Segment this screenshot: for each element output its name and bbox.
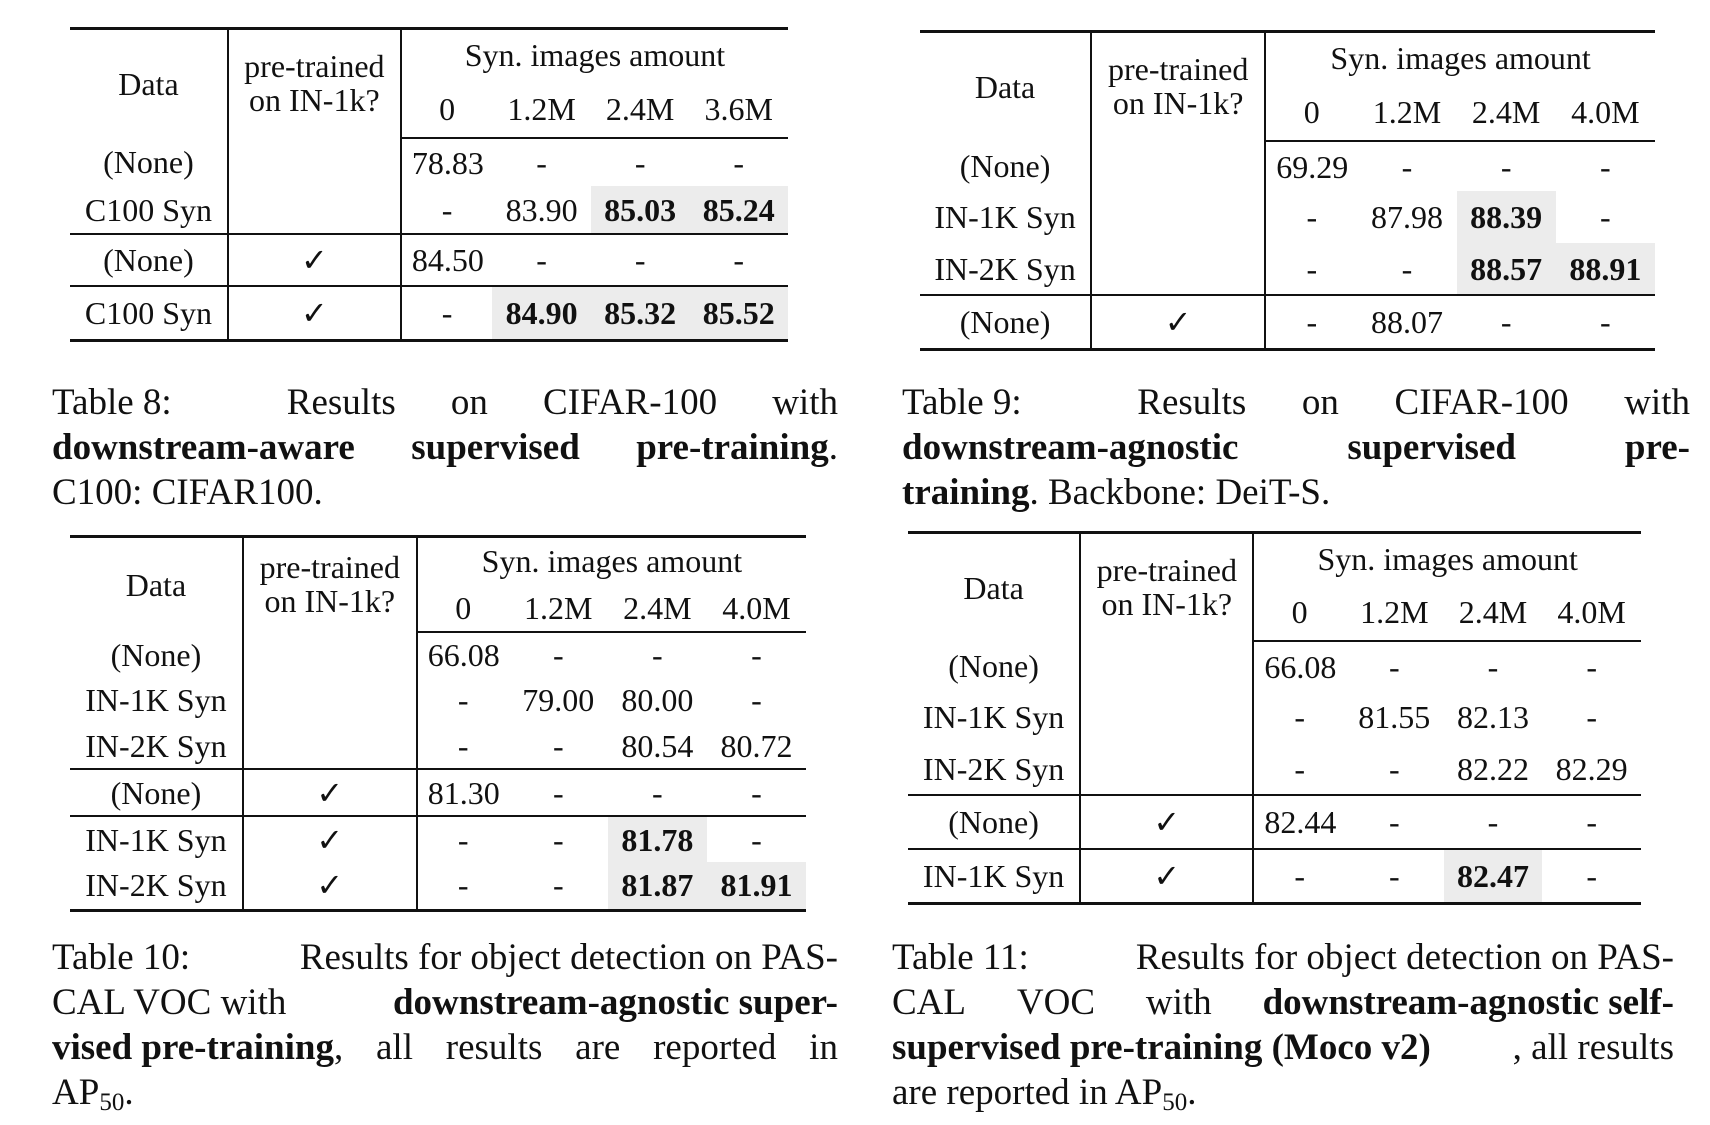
table-cell: 88.57: [1457, 243, 1556, 295]
table-cell: 88.39: [1457, 191, 1556, 243]
table-cell: -: [492, 234, 591, 286]
table-row: [908, 641, 1641, 691]
table-cell: -: [1345, 795, 1444, 849]
table-9-col-header: 0: [1265, 83, 1357, 141]
table-row: [70, 862, 806, 910]
table-cell: 81.91: [707, 862, 806, 910]
table-cell: 82.29: [1555, 750, 1628, 787]
table-cell: ✓: [243, 816, 417, 862]
table-cell: -: [509, 862, 608, 910]
table-cell: (None): [920, 295, 1091, 349]
table-cell: -: [536, 144, 547, 181]
table-cell: -: [1265, 295, 1357, 349]
table-cell: -: [634, 144, 646, 181]
table-8-header-pretrained: pre-trained on IN-1k?: [228, 29, 401, 139]
table-cell: [243, 632, 417, 677]
table-cell: IN-1K Syn: [70, 677, 243, 723]
table-cell: ✓: [243, 769, 417, 816]
table-row: [70, 234, 788, 286]
table-8-col-header: 1.2M: [492, 80, 591, 138]
table-9-caption: Table 9: Results on CIFAR-100 with downstream-agnostic supervised pre- training. Backbone: DeiT-S.: [902, 382, 1690, 513]
table-cell: 79.00: [522, 682, 595, 718]
table-cell: -: [1600, 199, 1611, 235]
table-row: [908, 849, 1641, 903]
table-8-header-data: Data: [70, 29, 228, 139]
table-row: [70, 286, 788, 340]
table-cell: 82.22: [1456, 750, 1529, 787]
table-cell: C100 Syn: [70, 286, 228, 340]
table-cell: 80.00: [621, 682, 694, 718]
table-row: [70, 186, 788, 234]
table-cell: (None): [70, 769, 243, 816]
table-cell: IN-1K Syn: [908, 849, 1080, 903]
table-cell: [1091, 243, 1265, 295]
table-cell: -: [751, 637, 762, 673]
table-cell: 85.24: [689, 186, 788, 234]
table-cell: -: [1306, 250, 1318, 287]
table-10-header-pretrained: pre-trained on IN-1k?: [243, 537, 417, 633]
table-10: [70, 535, 806, 912]
table-9-header-data: Data: [920, 32, 1091, 142]
table-11-col-header: 0: [1253, 584, 1345, 641]
table-cell: 84.50: [401, 234, 493, 286]
table-cell: 82.47: [1444, 849, 1543, 903]
table-row: [920, 243, 1655, 295]
table-cell: -: [1388, 750, 1400, 787]
table-cell: 80.72: [720, 727, 793, 764]
table-row: [70, 138, 788, 186]
table-cell: -: [1444, 795, 1543, 849]
table-cell: -: [1401, 148, 1413, 185]
table-cell: (None): [908, 795, 1080, 849]
table-cell: -: [509, 816, 608, 862]
table-cell: -: [689, 234, 788, 286]
table-cell: ✓: [228, 234, 401, 286]
table-cell: -: [457, 727, 469, 764]
table-cell: -: [1306, 199, 1318, 235]
table-cell: -: [552, 637, 564, 673]
table-cell: 87.98: [1370, 199, 1443, 235]
table-cell: 80.54: [621, 727, 694, 764]
table-cell: -: [1600, 148, 1611, 185]
table-cell: [1091, 191, 1265, 243]
table-cell: -: [552, 727, 564, 764]
table-cell: 85.52: [689, 286, 788, 340]
table-cell: (None): [908, 641, 1080, 691]
table-row: [908, 795, 1641, 849]
table-cell: IN-1K Syn: [70, 816, 243, 862]
table-9-header-syn: Syn. images amount: [1265, 32, 1655, 84]
table-cell: -: [441, 191, 453, 228]
table-cell: [228, 186, 401, 234]
table-cell: 69.29: [1276, 148, 1349, 185]
table-9-col-header: 1.2M: [1357, 83, 1456, 141]
table-cell: 84.90: [492, 286, 591, 340]
table-cell: -: [457, 682, 469, 718]
table-11: [908, 531, 1641, 905]
table-row: [70, 723, 806, 769]
table-cell: IN-2K Syn: [908, 743, 1080, 795]
table-8-col-header: 2.4M: [591, 80, 690, 138]
table-cell: -: [1401, 250, 1413, 287]
table-cell: -: [1294, 699, 1305, 735]
table-cell: -: [1500, 148, 1512, 185]
table-cell: 82.13: [1456, 699, 1529, 735]
table-cell: -: [1586, 648, 1597, 685]
table-cell: 81.87: [608, 862, 707, 910]
table-cell: 85.32: [591, 286, 690, 340]
table-11-col-header: 1.2M: [1345, 584, 1444, 641]
table-cell: -: [707, 769, 806, 816]
table-10-col-header: 2.4M: [608, 584, 707, 632]
table-8-header-syn: Syn. images amount: [401, 29, 788, 81]
table-cell: IN-2K Syn: [920, 243, 1091, 295]
table-cell: [1080, 743, 1253, 795]
table-cell: ✓: [1080, 849, 1253, 903]
table-cell: -: [1586, 699, 1597, 735]
table-cell: [1080, 691, 1253, 743]
table-cell: -: [608, 769, 707, 816]
table-10-col-header: 0: [417, 584, 509, 632]
table-cell: 88.07: [1357, 295, 1456, 349]
table-row: [70, 769, 806, 816]
table-cell: (None): [920, 141, 1091, 191]
table-cell: -: [707, 816, 806, 862]
table-cell: 81.30: [417, 769, 509, 816]
table-10-col-header: 4.0M: [707, 584, 806, 632]
table-cell: IN-1K Syn: [908, 691, 1080, 743]
table-9-header-pretrained: pre-trained on IN-1k?: [1091, 32, 1265, 142]
table-cell: -: [591, 234, 690, 286]
table-cell: -: [1556, 295, 1655, 349]
table-cell: -: [1294, 750, 1305, 787]
table-9: [920, 30, 1655, 351]
table-cell: 85.03: [591, 186, 690, 234]
table-cell: ✓: [228, 286, 401, 340]
table-8: [70, 27, 788, 342]
table-10-header-data: Data: [70, 537, 243, 633]
table-cell: ✓: [1091, 295, 1265, 349]
table-cell: ✓: [1080, 795, 1253, 849]
table-11-col-header: 2.4M: [1444, 584, 1543, 641]
table-9-col-header: 2.4M: [1457, 83, 1556, 141]
table-row: [70, 632, 806, 677]
table-cell: IN-2K Syn: [70, 862, 243, 910]
table-cell: (None): [70, 234, 228, 286]
table-9-col-header: 4.0M: [1556, 83, 1655, 141]
table-cell: -: [652, 637, 663, 673]
table-cell: -: [417, 816, 509, 862]
table-cell: IN-1K Syn: [920, 191, 1091, 243]
table-cell: (None): [70, 138, 228, 186]
table-row: [908, 743, 1641, 795]
table-cell: -: [1253, 849, 1345, 903]
table-11-header-data: Data: [908, 533, 1080, 642]
table-cell: 83.90: [505, 191, 578, 228]
table-cell: -: [1542, 795, 1641, 849]
table-row: [70, 816, 806, 862]
table-cell: 88.91: [1556, 243, 1655, 295]
table-cell: -: [1487, 648, 1499, 685]
table-cell: -: [509, 769, 608, 816]
table-cell: -: [417, 862, 509, 910]
table-cell: -: [1345, 849, 1444, 903]
table-cell: -: [401, 286, 493, 340]
table-cell: 81.55: [1358, 699, 1431, 735]
table-cell: -: [1457, 295, 1556, 349]
table-row: [920, 141, 1655, 191]
table-cell: ✓: [243, 862, 417, 910]
table-cell: -: [1542, 849, 1641, 903]
table-row: [70, 677, 806, 723]
table-cell: (None): [70, 632, 243, 677]
table-row: [920, 295, 1655, 349]
table-cell: 66.08: [1264, 648, 1337, 685]
table-8-col-header: 0: [401, 80, 493, 138]
table-11-caption: Table 11: Results for object detection on PAS- CAL VOC with downstream-agnostic self- supervised pre-training (Moco v2) , all results are reported in $AP_{50}$.: [892, 937, 1674, 1116]
table-8-caption: Table 8: Results on CIFAR-100 with downstream-aware supervised pre-training. C100: CIFAR100.: [52, 382, 838, 513]
table-cell: 78.83: [411, 144, 484, 181]
table-cell: [1080, 641, 1253, 691]
table-cell: [243, 723, 417, 769]
table-cell: 82.44: [1253, 795, 1345, 849]
table-10-caption: Table 10: Results for object detection on PAS- CAL VOC with downstream-agnostic super- vised pre-training, all results are reported in $AP_{50}$.: [52, 937, 838, 1116]
table-cell: 81.78: [608, 816, 707, 862]
table-cell: 66.08: [427, 637, 500, 673]
table-row: [908, 691, 1641, 743]
table-row: [920, 191, 1655, 243]
table-cell: -: [751, 682, 762, 718]
table-cell: -: [733, 144, 745, 181]
table-cell: [243, 677, 417, 723]
table-11-header-pretrained: pre-trained on IN-1k?: [1080, 533, 1253, 642]
table-11-header-syn: Syn. images amount: [1253, 533, 1641, 585]
table-8-col-header: 3.6M: [689, 80, 788, 138]
table-10-col-header: 1.2M: [509, 584, 608, 632]
table-cell: -: [1388, 648, 1400, 685]
table-cell: [1091, 141, 1265, 191]
table-11-col-header: 4.0M: [1542, 584, 1641, 641]
table-10-header-syn: Syn. images amount: [417, 537, 806, 585]
table-cell: [228, 138, 401, 186]
table-cell: IN-2K Syn: [70, 723, 243, 769]
table-cell: C100 Syn: [70, 186, 228, 234]
